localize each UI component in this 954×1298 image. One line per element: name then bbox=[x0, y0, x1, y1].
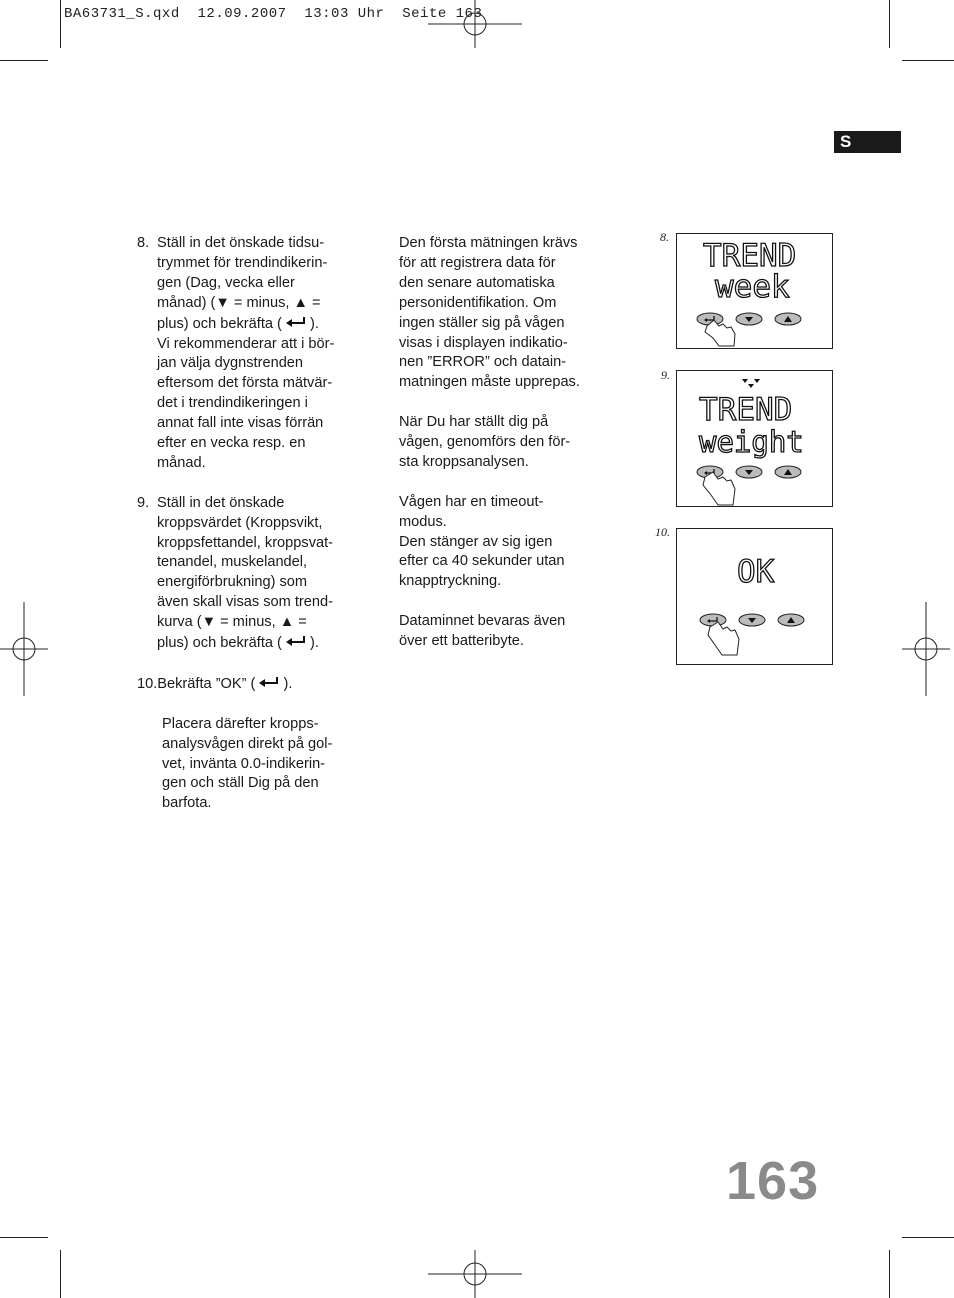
instructions-column bbox=[137, 234, 377, 814]
lcd-line-1: TREND bbox=[703, 238, 797, 274]
paragraph-first-measurement: Den första mätningen krävs för att registrera data för den senare automatiska personidentifikation. Om ingen ställer sig på vågen visas i displayen indikatio- nen ”ERROR” och datain- matningen måste upprepas. bbox=[399, 235, 580, 391]
step-10: 10.Bekräfta ”OK” ( ). bbox=[137, 675, 293, 692]
step-8: 8. Ställ in det önskade tidsu- trymmet för trendindikerin- gen (Dag, vecka eller månad) (▼ = minus, ▲ = plus) och bekräfta ( ). Vi rekommenderar att i bör- jan välja dygnstrenden eftersom det första mätvär- det i trendindikeringen i annat fall inte visas förrän efter en vecka resp. en månad. bbox=[137, 235, 335, 471]
lcd-line-1: OK bbox=[737, 554, 775, 590]
up-button[interactable] bbox=[778, 614, 804, 626]
step-number: 8. bbox=[137, 235, 150, 251]
enter-icon bbox=[286, 314, 306, 324]
paragraph-timeout: Vågen har en timeout- modus. Den stänger av sig igen efter ca 40 sekunder utan knapptryckning. bbox=[399, 493, 565, 590]
language-tab: S bbox=[834, 131, 901, 153]
down-button[interactable] bbox=[739, 614, 765, 626]
figure-10-label: 10. bbox=[655, 525, 670, 539]
info-column bbox=[399, 234, 609, 672]
pointing-hand-icon bbox=[705, 320, 735, 346]
enter-button[interactable] bbox=[700, 614, 726, 626]
step-number: 9. bbox=[137, 494, 150, 511]
paragraph-memory: Dataminnet bevaras även över ett batteribyte. bbox=[399, 613, 566, 650]
up-button[interactable] bbox=[775, 313, 801, 325]
pointing-hand-icon bbox=[703, 472, 735, 505]
figure-9-label: 9. bbox=[661, 368, 670, 382]
figure-8-label: 8. bbox=[660, 230, 669, 244]
file-slug: BA63731_S.qxd 12.09.2007 13:03 Uhr Seite 163 bbox=[64, 6, 483, 22]
step-9: 9. Ställ in det önskade kroppsvärdet (Kroppsvikt, kroppsfettandel, kroppsvat- tenandel, muskelandel, energiförbrukning) som även skall visas som trend- kurva (▼ = minus, ▲ = plus) och bekräfta ( ). bbox=[137, 494, 334, 652]
figure-10-display bbox=[676, 528, 833, 665]
paragraph-body-analysis: När Du har ställt dig på vågen, genomförs den för- sta kroppsanalysen. bbox=[399, 414, 571, 470]
pointing-hand-icon bbox=[708, 622, 739, 655]
figure-9-display bbox=[676, 370, 833, 507]
step-10-note: Placera därefter kropps- analysvågen direkt på gol- vet, invänta 0.0-indikerin- gen och ställ Dig på den barfota. bbox=[162, 715, 333, 812]
lcd-line-2: week bbox=[715, 269, 790, 305]
down-button[interactable] bbox=[736, 466, 762, 478]
up-button[interactable] bbox=[775, 466, 801, 478]
down-button[interactable] bbox=[736, 313, 762, 325]
lcd-line-2: weight bbox=[699, 425, 804, 459]
button-row bbox=[677, 529, 832, 664]
enter-icon bbox=[286, 633, 306, 643]
button-row bbox=[677, 371, 832, 506]
button-row bbox=[677, 234, 832, 348]
figure-8-display bbox=[676, 233, 833, 349]
page-number: 163 bbox=[726, 1151, 820, 1211]
lcd-line-1: TREND bbox=[699, 392, 793, 428]
enter-icon bbox=[259, 674, 279, 684]
